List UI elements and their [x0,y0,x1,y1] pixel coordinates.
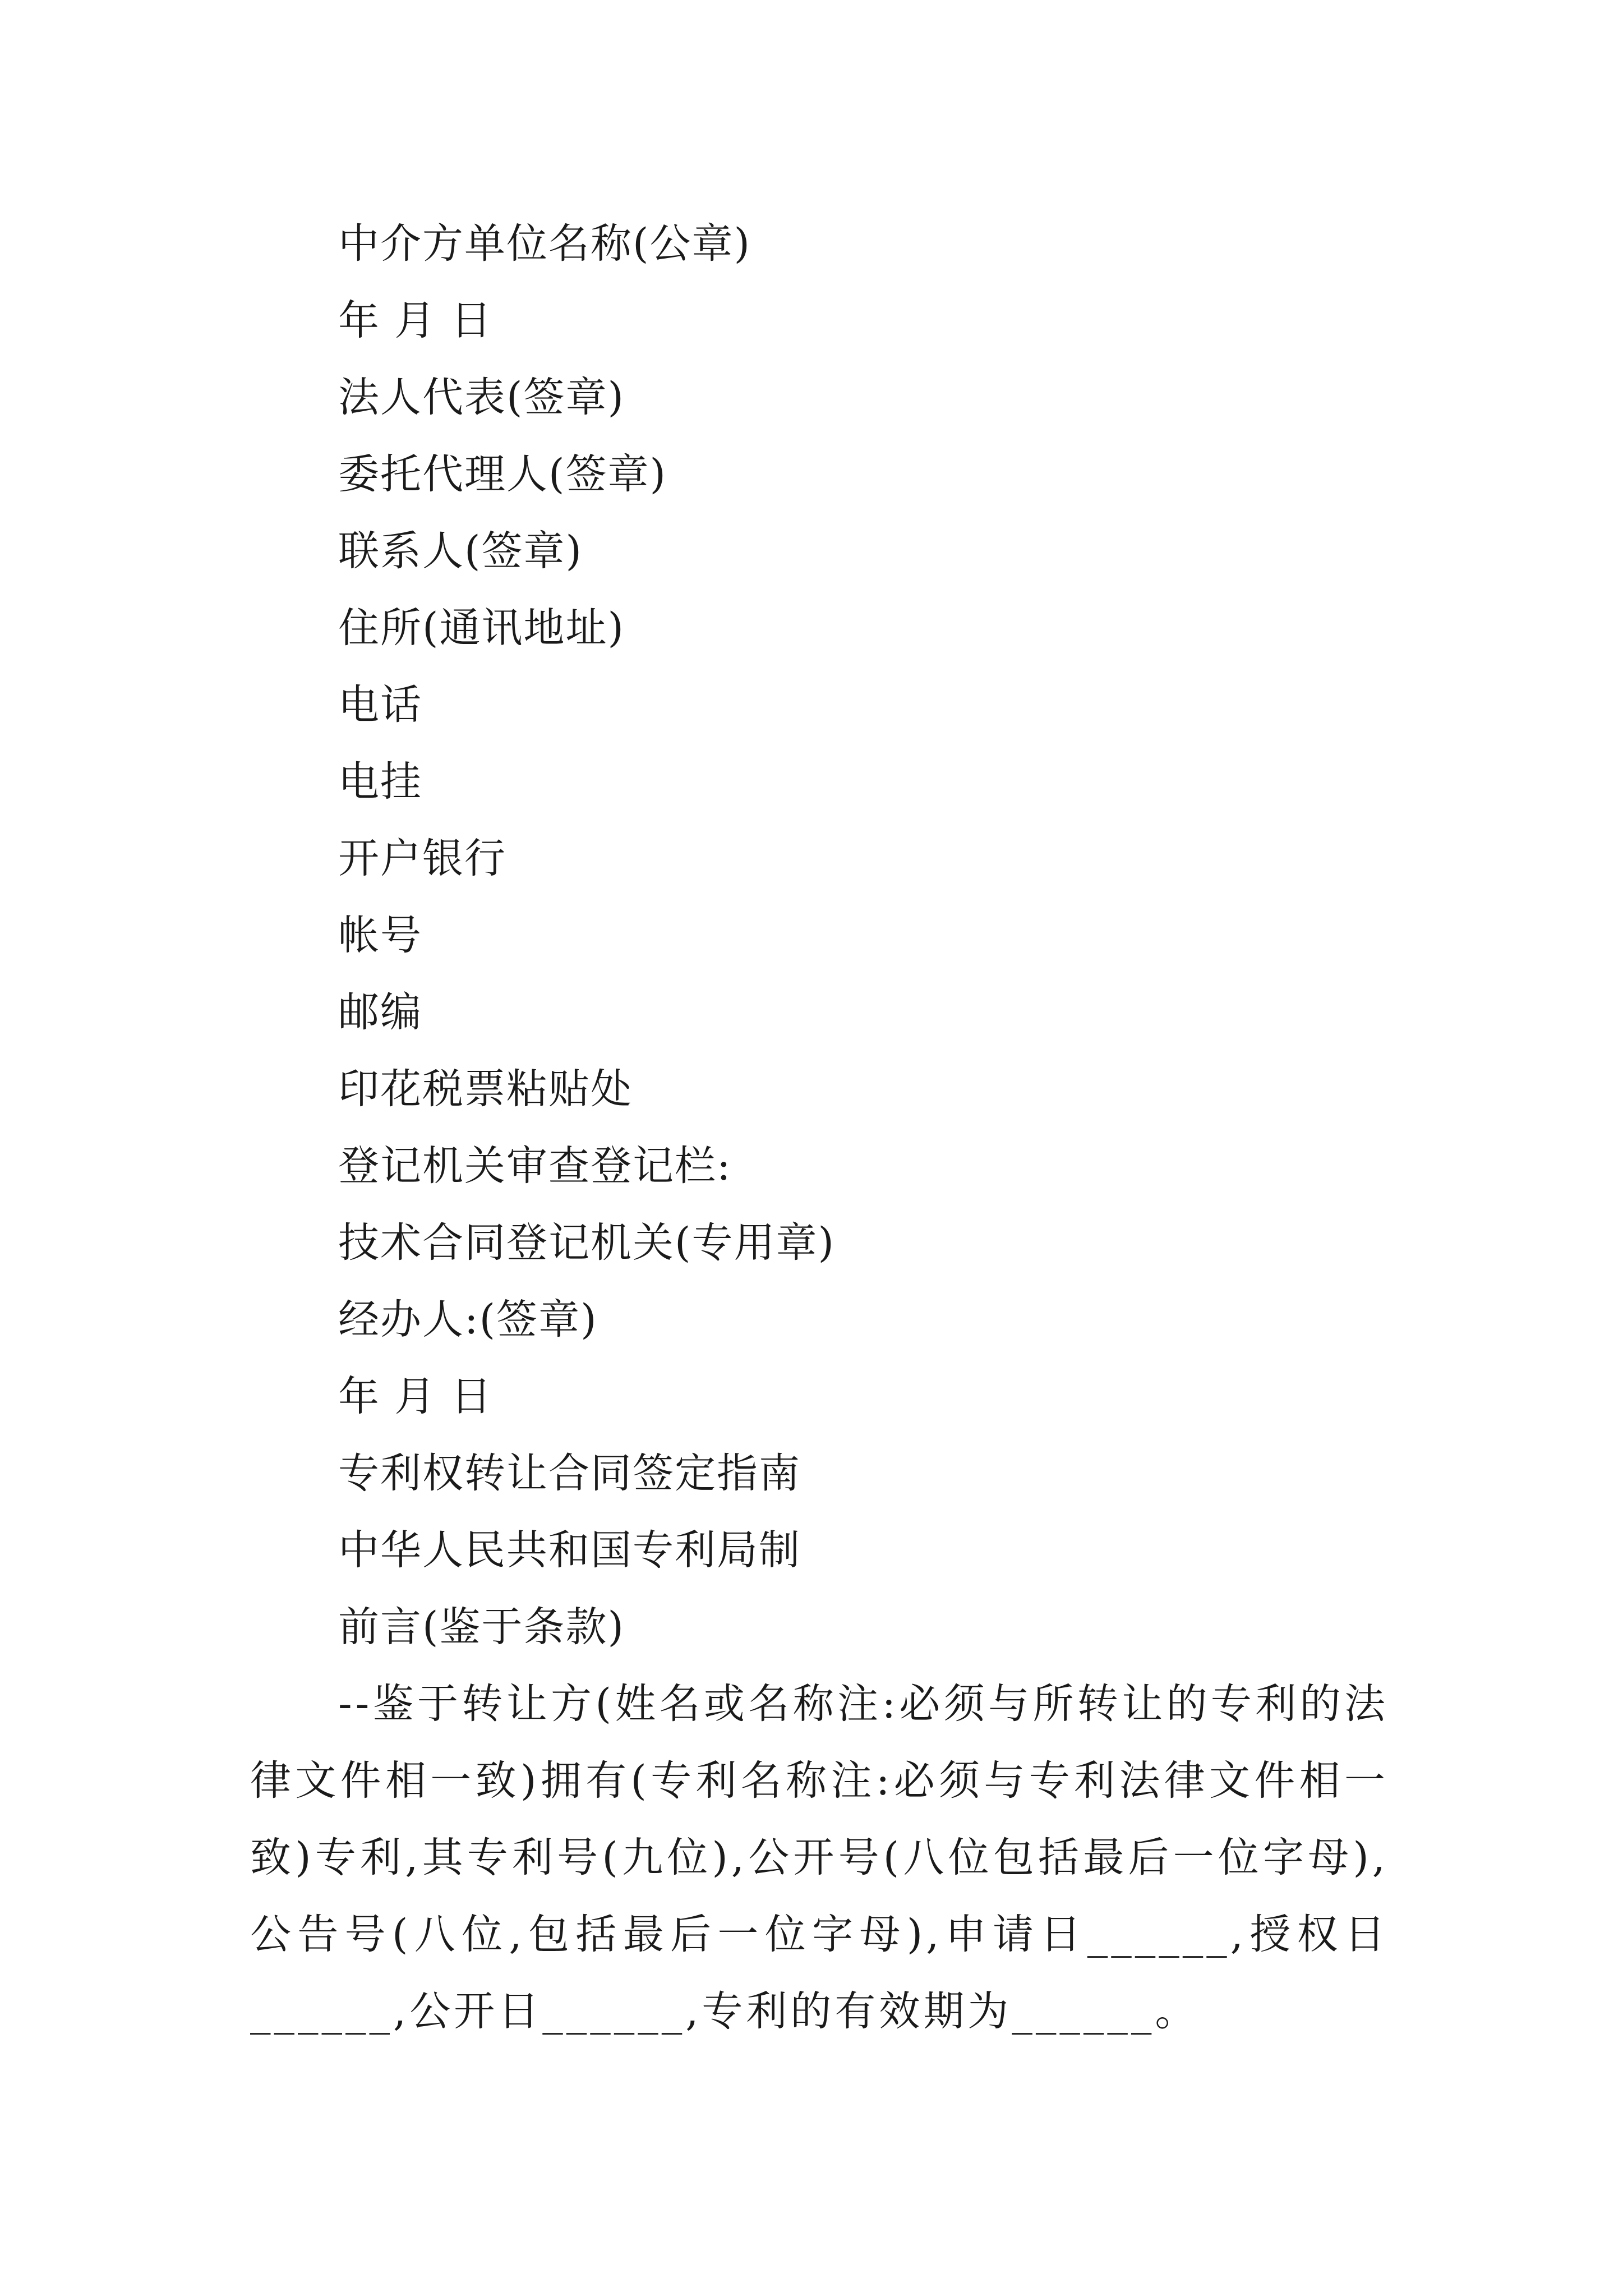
address-line: 住所(通讯地址) [338,604,625,652]
contact-person-line: 联系人(签章) [338,527,583,575]
postcode-line: 邮编 [338,988,422,1036]
registration-review-line: 登记机关审查登记栏: [338,1142,732,1190]
stamp-duty-line: 印花税票粘贴处 [338,1065,633,1113]
intermediary-unit-name-line: 中介方单位名称(公章) [338,220,751,268]
date-line: 年 月 日 [338,297,493,344]
date-line-2: 年 月 日 [338,1373,493,1420]
guide-title-line: 专利权转让合同签定指南 [338,1450,801,1497]
account-number-line: 帐号 [338,912,422,959]
legal-representative-line: 法人代表(签章) [338,374,625,421]
issuer-line: 中华人民共和国专利局制 [338,1526,801,1574]
telephone-line: 电话 [338,681,422,729]
registration-authority-line: 技术合同登记机关(专用章) [338,1219,835,1267]
document-body [250,205,1389,2050]
handler-line: 经办人:(签章) [338,1296,598,1343]
authorized-agent-line: 委托代理人(签章) [338,450,667,498]
preamble-heading: 前言(鉴于条款) [338,1603,625,1651]
telegraph-line: 电挂 [338,758,422,806]
preamble-paragraph: --鉴于转让方(姓名或名称注:必须与所转让的专利的法律文件相一致)拥有(专利名称注:必须与专利法律文件相一致)专利,其专利号(九位),公开号(八位包括最后一位字母),公告号(八位,包括最后一位字母),申请日______,授权日______,公开日______,专利的有效期为______。 [250,1680,1389,2035]
bank-line: 开户银行 [338,835,506,882]
